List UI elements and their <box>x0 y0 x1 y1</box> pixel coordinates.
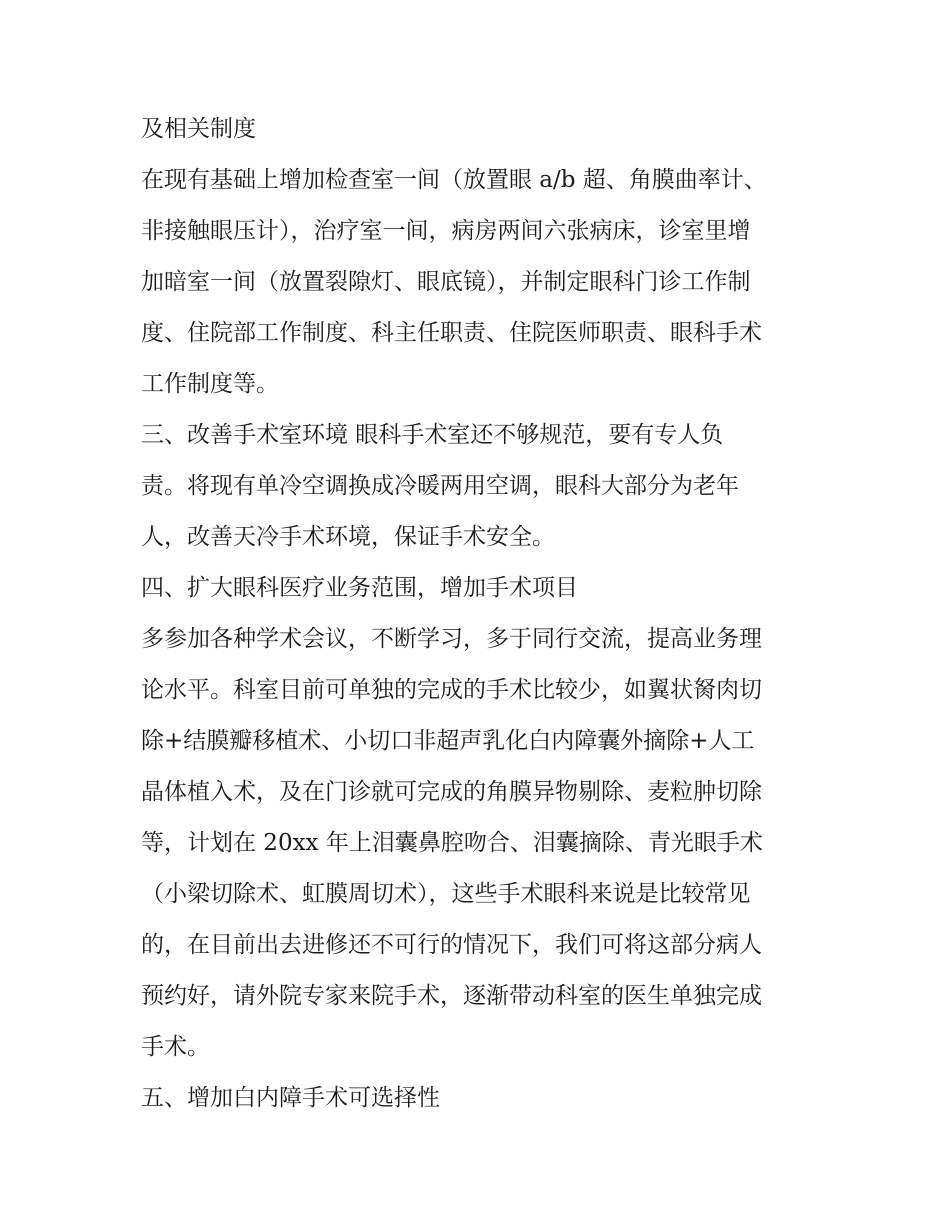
text-line-19: 手术。 <box>141 1034 210 1060</box>
text-line-3: 非接触眼压计），治疗室一间，病房两间六张病床，诊室里增 <box>141 218 751 244</box>
section-heading-3: 三、改善手术室环境 眼科手术室还不够规范，要有专人负 <box>141 422 724 448</box>
text-line-9: 人，改善天冷手术环境，保证手术安全。 <box>141 524 555 550</box>
text-line-14: 晶体植入术，及在门诊就可完成的角膜异物剔除、麦粒肿切除 <box>141 779 762 805</box>
text-line-18: 预约好，请外院专家来院手术，逐渐带动科室的医生单独完成 <box>141 983 762 1009</box>
section-heading-5: 五、增加白内障手术可选择性 <box>141 1085 440 1111</box>
text-line-11: 多参加各种学术会议，不断学习，多于同行交流，提高业务理 <box>141 626 762 652</box>
text-line-5: 度、住院部工作制度、科主任职责、住院医师职责、眼科手术 <box>141 320 762 346</box>
section-heading-4: 四、扩大眼科医疗业务范围，增加手术项目 <box>141 575 578 601</box>
text-line-8: 责。将现有单冷空调换成冷暖两用空调，眼科大部分为老年 <box>141 473 739 499</box>
text-line-6: 工作制度等。 <box>141 371 279 397</box>
text-line-17: 的，在目前出去进修还不可行的情况下，我们可将这部分病人 <box>141 932 762 958</box>
text-line-12: 论水平。科室目前可单独的完成的手术比较少，如翼状胬肉切 <box>141 677 762 703</box>
text-line-16: （小梁切除术、虹膜周切术），这些手术眼科来说是比较常见 <box>141 881 751 907</box>
document-body <box>141 106 821 1126</box>
text-line-1: 及相关制度 <box>141 116 256 142</box>
text-line-13: 除+结膜瓣移植术、小切口非超声乳化白内障囊外摘除+人工 <box>141 728 755 754</box>
text-line-2: 在现有基础上增加检查室一间（放置眼 a/b 超、角膜曲率计、 <box>141 167 767 193</box>
text-line-4: 加暗室一间（放置裂隙灯、眼底镜），并制定眼科门诊工作制 <box>141 269 751 295</box>
text-line-15: 等，计划在 20xx 年上泪囊鼻腔吻合、泪囊摘除、青光眼手术 <box>141 830 763 856</box>
